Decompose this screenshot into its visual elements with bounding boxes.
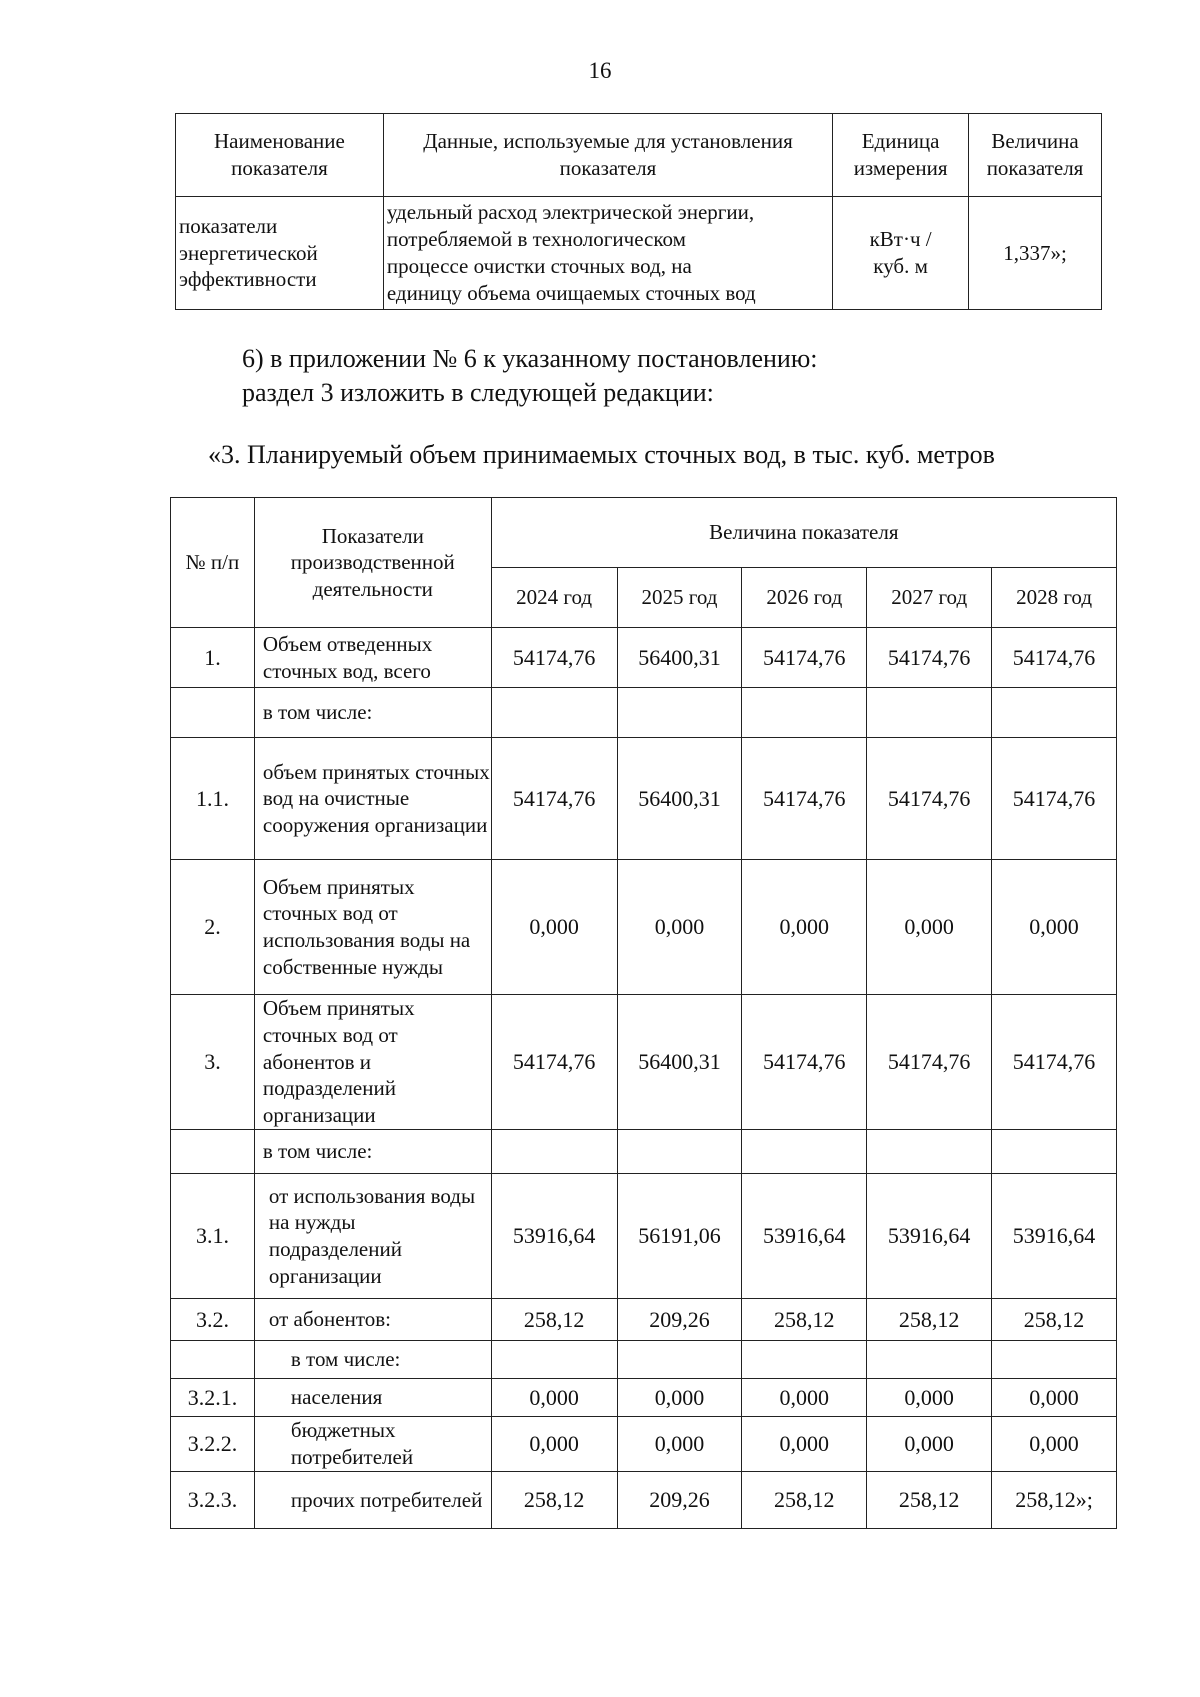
table1-unit: кВт·ч / куб. м — [833, 197, 969, 310]
section-heading: «3. Планируемый объем принимаемых сточных вод, в тыс. куб. метров — [208, 440, 995, 469]
year-2025: 2025 год — [617, 568, 742, 628]
value-cell — [992, 1341, 1117, 1379]
wastewater-volume-table — [170, 497, 1117, 1529]
value-cell: 209,26 — [617, 1299, 742, 1341]
table1-header-row — [176, 114, 1102, 197]
value-cell: 54174,76 — [491, 628, 617, 688]
value-cell — [867, 1130, 992, 1174]
value-cell: 54174,76 — [491, 738, 617, 860]
year-2026: 2026 год — [742, 568, 867, 628]
table-row — [171, 1417, 1117, 1472]
row-label: от абонентов: — [254, 1299, 491, 1341]
value-cell: 0,000 — [742, 1379, 867, 1417]
value-cell: 54174,76 — [742, 738, 867, 860]
table1-header-data: Данные, используемые для установления показателя — [383, 114, 832, 197]
row-number: 3.2. — [171, 1299, 255, 1341]
value-cell: 0,000 — [742, 860, 867, 995]
value-cell: 0,000 — [867, 1379, 992, 1417]
value-cell: 0,000 — [992, 860, 1117, 995]
value-cell — [491, 688, 617, 738]
value-cell: 54174,76 — [867, 738, 992, 860]
table1-header-unit: Единица измерения — [833, 114, 969, 197]
row-number: 1. — [171, 628, 255, 688]
row-number: 3.2.2. — [171, 1417, 255, 1472]
table1-indicator-data: удельный расход электрической энергии, потребляемой в технологическом процессе очистки сточных вод, на единицу объема очищаемых сточных вод — [383, 197, 832, 310]
row-label: бюджетных потребителей — [254, 1417, 491, 1472]
value-cell: 0,000 — [617, 860, 742, 995]
table1-indicator-name: показатели энергетической эффективности — [176, 197, 384, 310]
value-cell: 54174,76 — [867, 628, 992, 688]
value-cell: 54174,76 — [742, 628, 867, 688]
value-cell: 0,000 — [867, 860, 992, 995]
table2-body — [171, 628, 1117, 1529]
value-cell — [491, 1341, 617, 1379]
table2-header-values: Величина показателя — [491, 498, 1116, 568]
row-number: 3.1. — [171, 1174, 255, 1299]
value-cell — [617, 688, 742, 738]
row-number — [171, 1130, 255, 1174]
value-cell: 0,000 — [867, 1417, 992, 1472]
table1-value: 1,337»; — [969, 197, 1102, 310]
row-number: 1.1. — [171, 738, 255, 860]
table-row — [171, 688, 1117, 738]
value-cell: 53916,64 — [992, 1174, 1117, 1299]
value-cell — [992, 688, 1117, 738]
value-cell: 258,12 — [491, 1472, 617, 1529]
value-cell: 0,000 — [617, 1379, 742, 1417]
value-cell — [867, 1341, 992, 1379]
value-cell — [617, 1341, 742, 1379]
value-cell — [742, 1341, 867, 1379]
table-row — [171, 860, 1117, 995]
table-row — [171, 1174, 1117, 1299]
year-2028: 2028 год — [992, 568, 1117, 628]
page-number: 16 — [588, 58, 612, 83]
value-cell: 258,12 — [742, 1299, 867, 1341]
year-2024: 2024 год — [491, 568, 617, 628]
value-cell: 258,12 — [867, 1472, 992, 1529]
value-cell: 258,12 — [992, 1299, 1117, 1341]
value-cell — [867, 688, 992, 738]
value-cell — [742, 688, 867, 738]
table1-header-name: Наименование показателя — [176, 114, 384, 197]
year-2027: 2027 год — [867, 568, 992, 628]
value-cell: 258,12 — [491, 1299, 617, 1341]
value-cell: 53916,64 — [867, 1174, 992, 1299]
row-label: в том числе: — [254, 1341, 491, 1379]
value-cell: 54174,76 — [742, 995, 867, 1130]
value-cell: 0,000 — [992, 1379, 1117, 1417]
value-cell: 53916,64 — [742, 1174, 867, 1299]
table2-header-num: № п/п — [171, 498, 255, 628]
paragraph-line-2: раздел 3 изложить в следующей редакции: — [242, 378, 714, 408]
row-number: 3.2.1. — [171, 1379, 255, 1417]
row-label: Объем принятых сточных вод от использования воды на собственные нужды — [254, 860, 491, 995]
table-row — [171, 1130, 1117, 1174]
value-cell: 54174,76 — [992, 628, 1117, 688]
value-cell: 258,12»; — [992, 1472, 1117, 1529]
table-row — [171, 1379, 1117, 1417]
row-number: 2. — [171, 860, 255, 995]
table-row — [171, 628, 1117, 688]
value-cell: 56400,31 — [617, 628, 742, 688]
row-number: 3.2.3. — [171, 1472, 255, 1529]
row-label: прочих потребителей — [254, 1472, 491, 1529]
value-cell: 56400,31 — [617, 995, 742, 1130]
value-cell: 54174,76 — [867, 995, 992, 1130]
value-cell: 54174,76 — [992, 995, 1117, 1130]
table2-header-row-1 — [171, 498, 1117, 568]
row-label: от использования воды на нужды подразделений организации — [254, 1174, 491, 1299]
table-row — [171, 995, 1117, 1130]
value-cell: 56191,06 — [617, 1174, 742, 1299]
value-cell: 54174,76 — [992, 738, 1117, 860]
value-cell: 53916,64 — [491, 1174, 617, 1299]
row-number — [171, 1341, 255, 1379]
row-label: Объем принятых сточных вод от абонентов и подразделений организации — [254, 995, 491, 1130]
table-row — [171, 1299, 1117, 1341]
row-label: Объем отведенных сточных вод, всего — [254, 628, 491, 688]
row-number: 3. — [171, 995, 255, 1130]
table1-row — [176, 197, 1102, 310]
value-cell — [617, 1130, 742, 1174]
value-cell: 258,12 — [742, 1472, 867, 1529]
value-cell: 0,000 — [617, 1417, 742, 1472]
table-row — [171, 1472, 1117, 1529]
row-label: населения — [254, 1379, 491, 1417]
value-cell — [491, 1130, 617, 1174]
energy-efficiency-table — [175, 113, 1102, 310]
row-label: объем принятых сточных вод на очистные сооружения организации — [254, 738, 491, 860]
amendment-paragraph — [242, 342, 817, 411]
value-cell — [742, 1130, 867, 1174]
value-cell: 258,12 — [867, 1299, 992, 1341]
value-cell — [992, 1130, 1117, 1174]
table-row — [171, 1341, 1117, 1379]
table2-header-indicators: Показатели производственной деятельности — [254, 498, 491, 628]
value-cell: 54174,76 — [491, 995, 617, 1130]
value-cell: 0,000 — [491, 860, 617, 995]
paragraph-line-1: 6) в приложении № 6 к указанному постановлению: — [242, 344, 818, 373]
value-cell: 0,000 — [992, 1417, 1117, 1472]
value-cell: 56400,31 — [617, 738, 742, 860]
table-row — [171, 738, 1117, 860]
row-label: в том числе: — [254, 688, 491, 738]
value-cell: 0,000 — [491, 1379, 617, 1417]
table1-header-value: Величина показателя — [969, 114, 1102, 197]
row-number — [171, 688, 255, 738]
value-cell: 0,000 — [491, 1417, 617, 1472]
value-cell: 209,26 — [617, 1472, 742, 1529]
value-cell: 0,000 — [742, 1417, 867, 1472]
row-label: в том числе: — [254, 1130, 491, 1174]
